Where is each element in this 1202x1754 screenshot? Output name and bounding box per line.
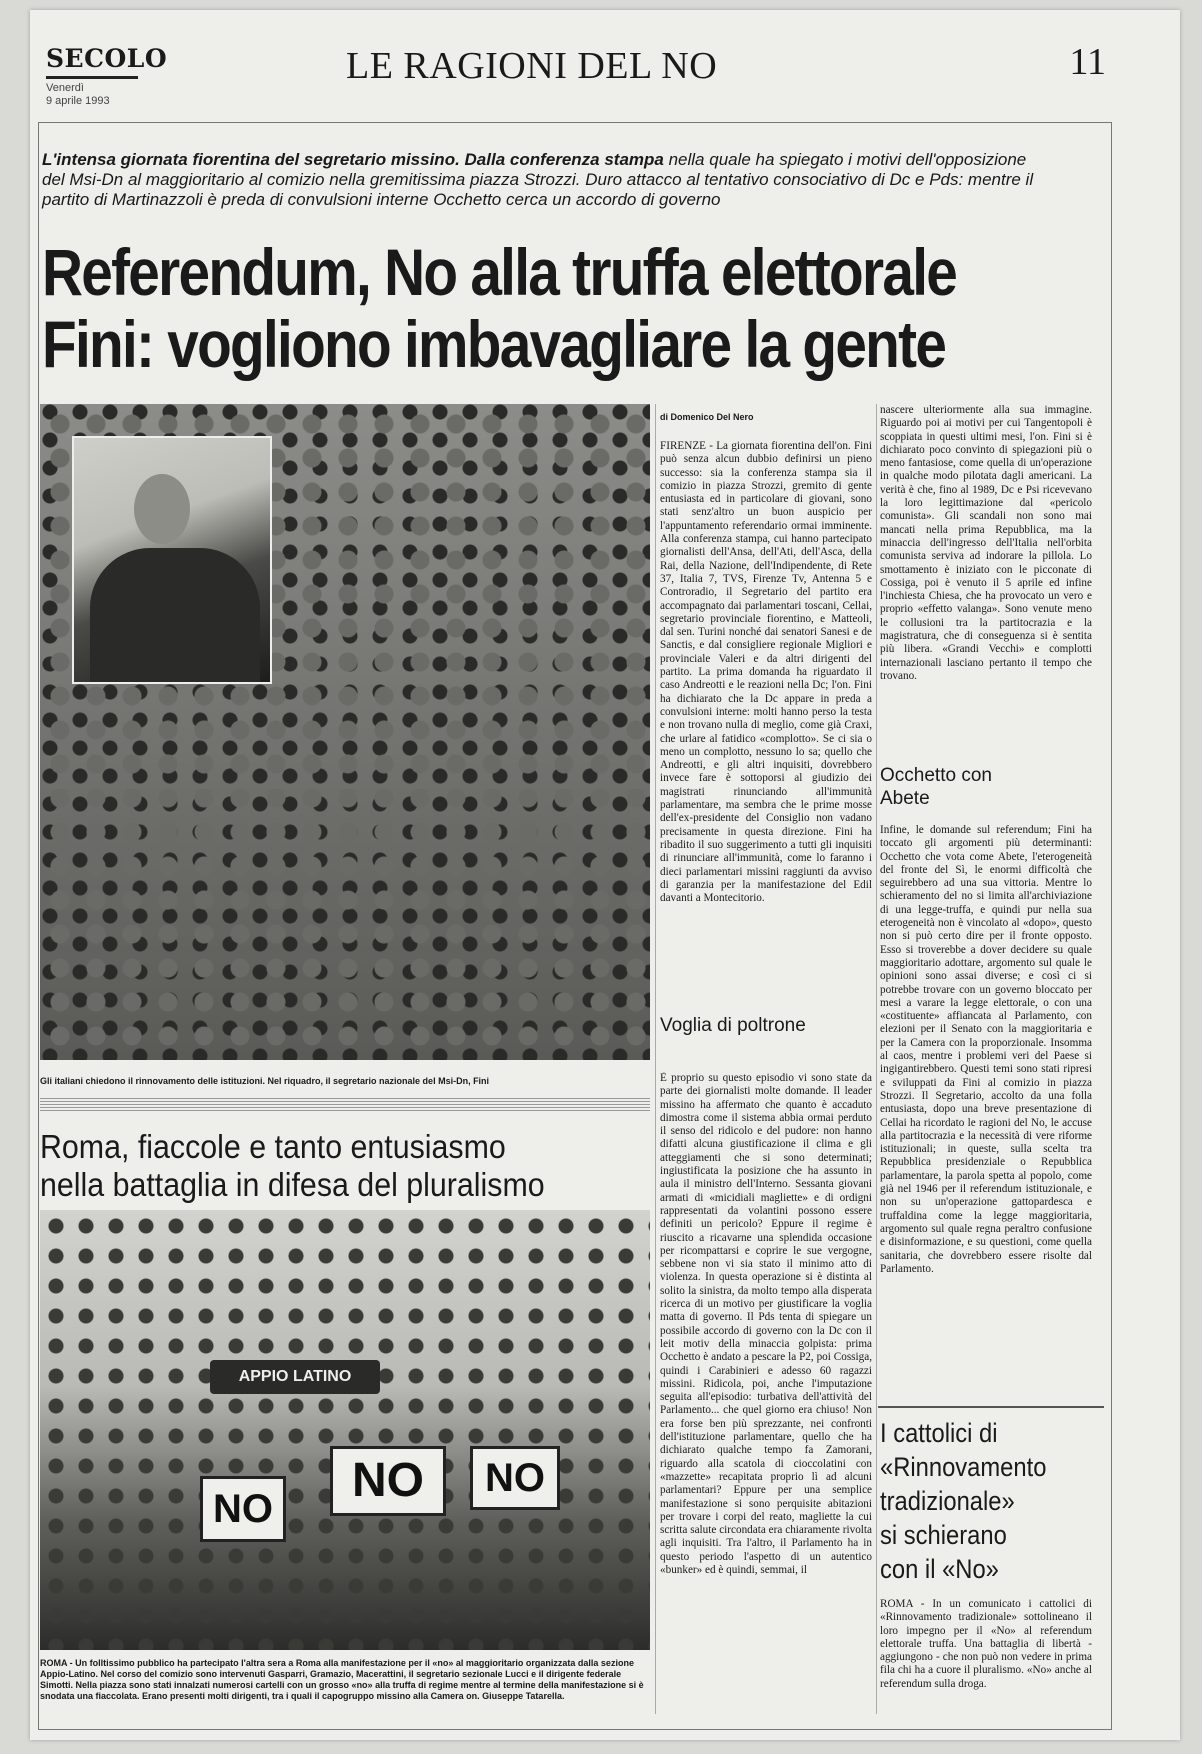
sidebar-headline-line: si schierano xyxy=(880,1520,1007,1550)
issue-date xyxy=(46,82,110,108)
sidebar-rule xyxy=(878,1406,1104,1408)
page-number: 11 xyxy=(1069,41,1106,83)
headline-line-2: Fini: vogliono imbavagliare la gente xyxy=(42,307,946,381)
kicker-rest: nella quale ha spiegato i motivi dell'opposizione del Msi-Dn al maggioritario al comizio nella gremitissima piazza Strozzi. Duro attacco al tentativo consociativo di Dc e Pds: mentre il partito di Martinazzoli è preda di convulsioni interne Occhetto cerca un accordo di governo xyxy=(42,150,1034,209)
column-divider xyxy=(876,404,877,1714)
subhead-voglia: Voglia di poltrone xyxy=(660,1015,806,1036)
main-headline xyxy=(42,235,957,381)
masthead xyxy=(46,38,1106,108)
logo-rule xyxy=(46,76,138,79)
sidebar-headline-line: «Rinnovamento xyxy=(880,1452,1047,1482)
article-body-col2: nascere ulteriormente alla sua immagine. Riguardo poi ai motivi per cui Tangentopoli è scoppiata in questi ultimi mesi, l'on. Fini si è dichiarato poco convinto di spiegazioni più o meno fantasiose, come quella di un'operazione in qualche modo pilotata dagli americani. La verità è che, fino al 1989, Dc e Psi ricevevano la loro legittimazione dal «pericolo comunista». Gli scandali non sono mai mancati nella prima Repubblica, ma la minaccia dell'ingresso dell'Italia nell'orbita comunista serviva ad indorare la pillola. Lo smottamento è iniziato con le picconate di Cossiga, poi è venuto il 5 aprile ed infine l'inchiesta Chiesa, che ha provocato un vero e proprio «effetto valanga». Sono venute meno le collusioni tra la partitocrazia e la magistratura, che di conseguenza si è sentita più libera. «Grandi Vecchi» e complotti internazionali lasciano pertanto il tempo che trovano. xyxy=(880,404,1092,682)
section-title: LE RAGIONI DEL NO xyxy=(346,45,718,87)
speaker-body xyxy=(90,548,260,682)
rally-caption: ROMA - Un folltissimo pubblico ha partecipato l'altra sera a Roma alla manifestazione per il «no» al maggioritario organizzata dalla sezione Appio-Latino. Nel corso del comizio sono intervenuti Gasparri, Gramazio, Macerattini, il segretario sezionale Lucci e il dirigente federale Simotti. Nella piazza sono stati innalzati numerosi cartelli con un grosso «no» alla truffa di regime mentre al termine della manifestazione si è snodata una fiaccolata. Erano presenti molti dirigenti, tra i quali il capogruppo missino alla Camera on. Giuseppe Tatarella. xyxy=(40,1658,644,1701)
date-weekday: Venerdì xyxy=(46,82,84,94)
rally-photo xyxy=(40,1210,650,1650)
no-sign: NO xyxy=(330,1446,446,1516)
crowd-photo xyxy=(40,404,650,1060)
sidebar-headline-line: tradizionale» xyxy=(880,1486,1015,1516)
kicker-bold: L'intensa giornata fiorentina del segretario missino. Dalla conferenza stampa xyxy=(42,150,664,169)
rally-banner: APPIO LATINO xyxy=(210,1360,380,1394)
sidebar-body: ROMA - In un comunicato i cattolici di «Rinnovamento tradizionale» sottolineano il loro impegno per il «No» al referendum elettorale truffa. Una battaglia di libertà - aggiungono - che non può non vedere in prima fila chi ha a cuore il pluralismo. «No» anche al referendum sulla droga. xyxy=(880,1598,1092,1690)
second-headline xyxy=(40,1128,601,1204)
date-full: 9 aprile 1993 xyxy=(46,95,110,107)
article-body-col2b: Infine, le domande sul referendum; Fini ha toccato gli argomenti più determinanti: Occhetto che vota come Abete, l'eterogeneità del fronte del Sì, le enormi difficoltà che seguirebbero ad una sua vittoria. Mentre lo schieramento del no si limita all'archiviazione di una legge-truffa, e quindi pur nella sua eterogeneità non è vincolato al «dopo», questo non si può certo dire per il fronte opposto. Esso si troverebbe a dover decidere su quale maggioritario adottare, argomento sul quale le opinioni sono assai diverse; e così ci si potrebbe trovare con un governo bloccato per mesi a varare la legge elettorale, o con una «costituente» affiancata al Parlamento, con elezioni per il Senato con la maggioritaria e per la Camera con la proporzionale. Insomma al caos, mentre i problemi veri del Paese si ingigantirebbero. Questi temi sono stati ripresi e sviluppati da Fini al comizio in piazza Strozzi. Il Segretario, accolto da una folla entusiasta, dopo una breve presentazione di Cellai ha ricordato le ragioni del No, le accuse alla partitocrazia e la necessità di vere riforme istituzionali; in queste, sulla scelta tra Repubblica presidenziale o Repubblica parlamentare, la parola spetta al popolo, come già nel 1946 per il referendum istituzionale, e non su un'operazione gattopardesca e truffaldina come la legge maggioritaria, argomento sul quale regna peraltro confusione e disinformazione, e su questioni, come quella sanitaria, che dovrebbero essere risolte dal Parlamento. xyxy=(880,824,1092,1275)
newspaper-logo: SECOLO xyxy=(46,44,168,73)
article-body-col1b: È proprio su questo episodio vi sono state da parte dei giornalisti molte domande. Il leader missino ha affermato che quanto è accaduto dimostra come il sistema abbia ormai perduto il senso del ridicolo e del pudore: non hanno difatti alcuna giustificazione il clima e gli atteggiamenti che si sono determinati; ingiustificata la posizione che ha assunto in aula il ministro dell'Interno. Sessanta giovani armati di «micidiali magliette» e di ordigni rappresentati da volantini possono essere definiti un pericolo? Eppure il regime è riuscito a ricavarne una splendida occasione per ricompattarsi e coprire le sue vergogne, sebbene non vi sia stato il minimo atto di violenza. In questa operazione si è distinta al solito la sinistra, da molto tempo alla disperata ricerca di un motivo per giustificare la voglia matta di governo. Il Pds tenta di spiegare un possibile accordo di governo con la Dc con il leit motiv della minaccia golpista: prima Occhetto è andato a pescare la P2, poi Cossiga, quindi i Carabinieri e adesso 60 ragazzi missini. Ridicola, poi, anche l'imputazione seguita all'episodio: turbativa dell'attività del Parlamento... che quel giorno era chiuso! Non era forse ben più sprezzante, nei confronti dell'istituzione parlamentare, quello che ha dichiarato qualche tempo fa Zamorani, riguardo alla scatola di cioccolatini con «mazzette» recapitata proprio lì ad alcuni parlamentari? Eppure per una semplice manifestazione si sono perquisite abitazioni per trovare i corpi del reato, magliette la cui scritta salute circondata era chiaramente rivolta agli inquisiti. Tra l'altro, il Parlamento ha in questo periodo l'aspetto di un autentico «bunker» ed è quindi, semmai, il xyxy=(660,1072,872,1576)
article-body-col1: FIRENZE - La giornata fiorentina dell'on. Fini può senza alcun dubbio definirsi un pieno successo: sia la conferenza stampa sia il comizio in piazza Strozzi, gremito di gente entusiasta ed in particolare di giovani, sono stati senz'altro un buon auspicio per l'appuntamento referendario ormai imminente. Alla conferenza stampa, cui hanno partecipato giornalisti dell'Ansa, dell'Ati, dell'Asca, della Rai, della Nazione, dell'Indipendente, di Rete 37, Italia 7, TVS, Firenze Tv, Antenna 5 e Controradio, il Segretario del partito era accompagnato dai parlamentari toscani, Cellai, segretario provinciale fiorentino, e Matteoli, dal sen. Turini nonché dai senatori Sanesi e de Sanctis, e dal consigliere regionale Migliori e provinciale Valeri e da altri dirigenti del partito. La prima domanda ha riguardato il caso Andreotti e le reazioni nella Dc; l'on. Fini ha dichiarato che la Dc appare in preda a convulsioni interne: molti hanno perso la testa e non trovano nulla di meglio, come già Craxi, che urlare al fatidico «complotto». Se ci sia o meno un complotto, nessuno lo sa; quello che Andreotti, e gli altri inquisiti, dovrebbero invece fare è sottoporsi al giudizio dei magistrati rinunciando all'immunità parlamentare, ma sembra che le prime mosse dell'ex-presidente del Consiglio non vadano precisamente in questa direzione. Fini ha ribadito il suo suggerimento a tutti gli inquisiti di rinunciare all'immunità, come lo faranno i dieci parlamentari missini raggiunti da avviso di garanzia per la manifestazione del Edil davanti a Montecitorio. xyxy=(660,440,872,905)
no-sign: NO xyxy=(470,1446,560,1510)
fini-inset-photo xyxy=(72,436,272,684)
article-kicker xyxy=(42,150,1042,210)
no-sign: NO xyxy=(200,1476,286,1542)
sidebar-headline-line: con il «No» xyxy=(880,1554,999,1584)
separator-rules xyxy=(40,1098,650,1112)
subhead-occhetto: Occhetto con Abete xyxy=(880,765,992,809)
speaker-head xyxy=(134,474,190,544)
headline-line-1: Referendum, No alla truffa elettorale xyxy=(42,235,957,309)
second-headline-line-1: Roma, fiaccole e tanto entusiasmo xyxy=(40,1128,506,1165)
sidebar-headline-line: I cattolici di xyxy=(880,1418,998,1448)
sidebar-headline xyxy=(880,1416,1074,1586)
column-divider xyxy=(655,404,656,1714)
second-headline-line-2: nella battaglia in difesa del pluralismo xyxy=(40,1166,545,1203)
byline: di Domenico Del Nero xyxy=(660,412,754,422)
photo-caption: Gli italiani chiedono il rinnovamento delle istituzioni. Nel riquadro, il segretario nazionale del Msi-Dn, Fini xyxy=(40,1076,490,1086)
